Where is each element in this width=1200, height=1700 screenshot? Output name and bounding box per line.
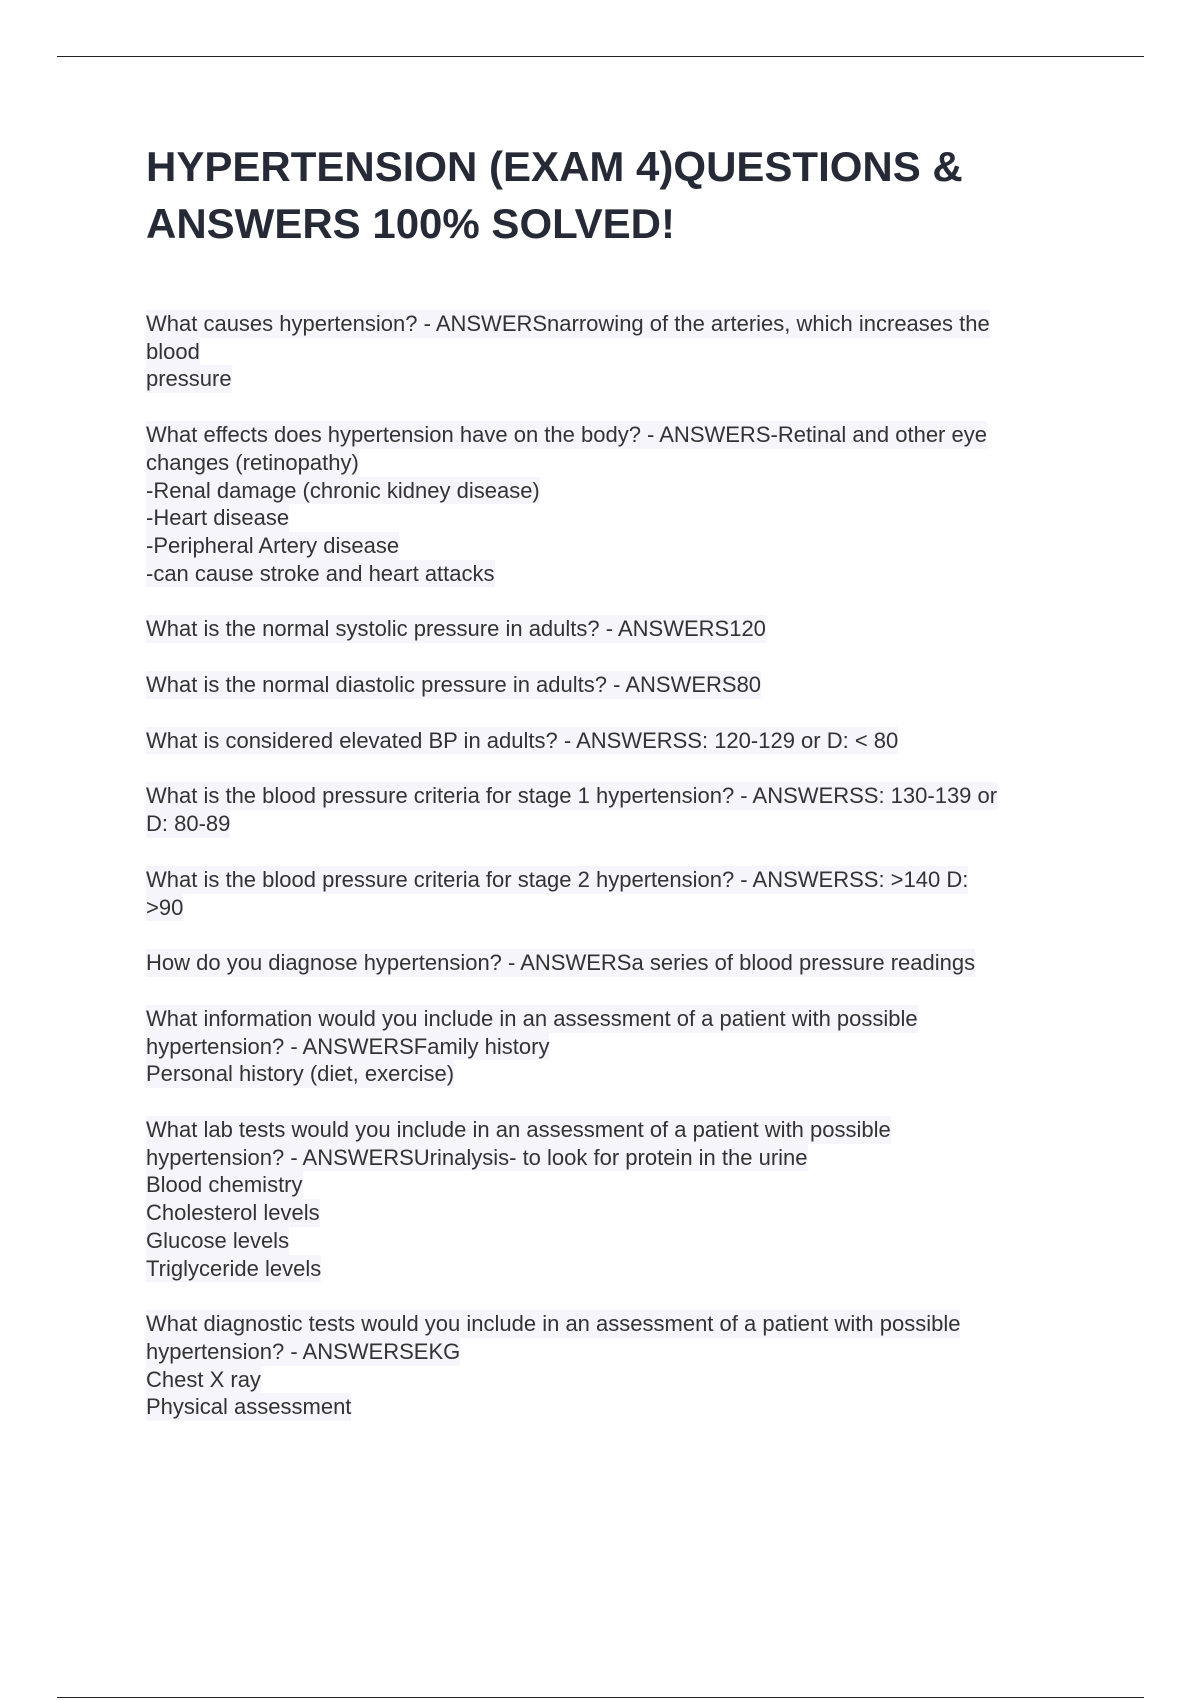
qa-line: hypertension? - ANSWERSFamily history <box>146 1033 550 1059</box>
qa-line: What effects does hypertension have on the body? - ANSWERS-Retinal and other eye <box>146 422 987 448</box>
qa-line: What is considered elevated BP in adults? - ANSWERSS: 120-129 or D: < 80 <box>146 727 899 753</box>
qa-item <box>146 1116 1096 1282</box>
qa-line: D: 80-89 <box>146 811 231 837</box>
title-line: ANSWERS 100% SOLVED! <box>146 200 675 247</box>
qa-item <box>146 310 1096 393</box>
qa-item <box>146 782 1096 837</box>
qa-line: What causes hypertension? - ANSWERSnarrowing of the arteries, which increases the <box>146 311 990 336</box>
qa-line: -Peripheral Artery disease <box>146 532 400 558</box>
document-title <box>146 138 1096 252</box>
top-rule <box>57 56 1144 57</box>
qa-line: Cholesterol levels <box>146 1200 320 1226</box>
qa-line: blood <box>146 338 200 364</box>
qa-line: Glucose levels <box>146 1227 290 1253</box>
qa-line: Chest X ray <box>146 1366 261 1392</box>
qa-item <box>146 727 1096 755</box>
qa-line: >90 <box>146 894 184 920</box>
qa-item <box>146 671 1096 699</box>
qa-item <box>146 1310 1096 1421</box>
qa-line: What is the normal diastolic pressure in adults? - ANSWERS80 <box>146 672 762 698</box>
qa-line: changes (retinopathy) <box>146 449 359 475</box>
qa-line: -can cause stroke and heart attacks <box>146 560 495 586</box>
qa-line: -Heart disease <box>146 505 290 531</box>
qa-line: Triglyceride levels <box>146 1255 322 1281</box>
qa-line: Physical assessment <box>146 1394 352 1420</box>
qa-item <box>146 615 1096 643</box>
document-body <box>146 138 1096 1449</box>
title-line: HYPERTENSION (EXAM 4)QUESTIONS & <box>146 143 963 190</box>
qa-line: What is the normal systolic pressure in adults? - ANSWERS120 <box>146 616 766 642</box>
qa-line: Blood chemistry <box>146 1172 303 1198</box>
qa-line: pressure <box>146 366 232 392</box>
qa-line: -Renal damage (chronic kidney disease) <box>146 477 540 503</box>
qa-line: What is the blood pressure criteria for stage 2 hypertension? - ANSWERSS: >140 D: <box>146 866 969 892</box>
qa-item <box>146 949 1096 977</box>
qa-item <box>146 1005 1096 1088</box>
qa-line: Personal history (diet, exercise) <box>146 1061 455 1087</box>
qa-line: hypertension? - ANSWERSUrinalysis- to look for protein in the urine <box>146 1144 808 1170</box>
qa-line: What is the blood pressure criteria for stage 1 hypertension? - ANSWERSS: 130-139 or <box>146 783 998 809</box>
qa-line: How do you diagnose hypertension? - ANSWERSa series of blood pressure readings <box>146 950 976 976</box>
qa-line: hypertension? - ANSWERSEKG <box>146 1338 461 1364</box>
qa-line: What information would you include in an assessment of a patient with possible <box>146 1005 918 1031</box>
qa-item <box>146 866 1096 921</box>
qa-line: What diagnostic tests would you include in an assessment of a patient with possible <box>146 1311 961 1337</box>
bottom-rule <box>57 1697 1144 1698</box>
qa-item <box>146 421 1096 587</box>
qa-line: What lab tests would you include in an assessment of a patient with possible <box>146 1117 891 1143</box>
